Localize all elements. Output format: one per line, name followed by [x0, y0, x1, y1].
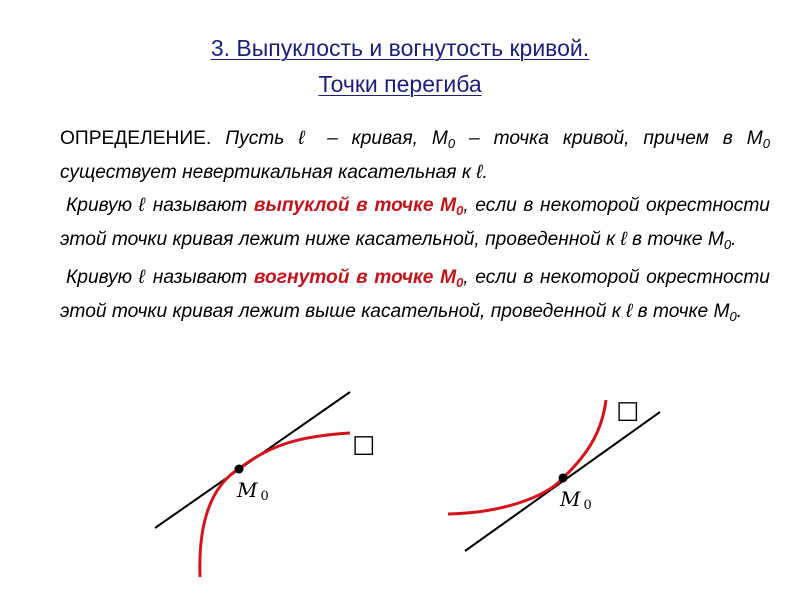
convex-figure [155, 392, 350, 577]
convex-point-dot [235, 465, 244, 474]
definition-lead-word: ОПРЕДЕЛЕНИЕ. [60, 128, 212, 149]
convex-curve-glyph: ☐ [352, 432, 376, 462]
concave-point-dot [559, 474, 568, 483]
definition-paragraph: ОПРЕДЕЛЕНИЕ. Пусть ℓ – кривая, $M_0$ – точка кривой, причем в $M_0$ существует невертикальная касательная к ℓ. [60, 128, 770, 183]
convex-definition: Кривую ℓ называют выпуклой в точке $M_0$, если в некоторой окрестности этой точки кривая лежит ниже касательной, проведенной к ℓ в точке $M_0$. [60, 195, 770, 252]
title-line-1: 3. Выпуклость и вогнутость кривой. [210, 35, 590, 61]
title-line-2: Точки перегиба [318, 71, 482, 97]
concave-definition: Кривую ℓ называют вогнутой в точке $M_0$, если в некоторой окрестности этой точки кривая лежит выше касательной, проведенной к ℓ в точке $M_0$. [60, 267, 770, 324]
concave-curve-glyph: ☐ [616, 398, 640, 428]
concave-curve [448, 400, 606, 514]
concave-point-label: M 0 [560, 487, 592, 513]
convex-curve [200, 433, 350, 577]
convex-term: выпуклой в точке $M_0$ [253, 195, 464, 218]
concave-term: вогнутой в точке $M_0$ [253, 267, 464, 290]
convex-point-label: M 0 [237, 478, 269, 504]
